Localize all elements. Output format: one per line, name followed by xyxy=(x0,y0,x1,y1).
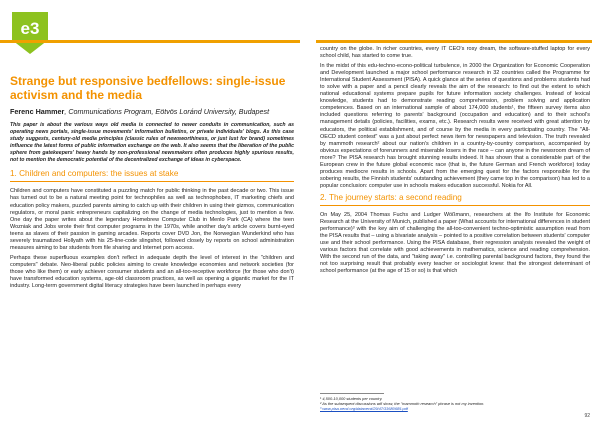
header-accent-bar xyxy=(0,40,300,43)
section-2-heading: 2. The journey starts: a second reading xyxy=(320,193,590,206)
footnotes xyxy=(320,393,590,411)
page-number: 92 xyxy=(584,413,590,419)
svg-text:e3: e3 xyxy=(20,19,40,38)
right-content xyxy=(320,46,590,278)
abstract: This paper is about the various ways old media is connected to newer conduits in communication, such as operating news portals, single-issue movements' information bulletins, or private individuals' blogs. As this case study suggests, century-old media principles (classic rules of newsworthiness, or just lust for brand) sometimes influence the latest forms of public information exchange on the web. It also seems that the liberation of the public sphere from gatekeepers' heavy hands by non-professional newsmakers often produces highly spurious results, not to mention the democratic potential of the decentralized exchange of ideas in cyberspace. xyxy=(10,122,294,163)
author-name: Ferenc Hammer xyxy=(10,107,65,116)
body-paragraph: On May 25, 2004 Thomas Fuchs and Ludger Wößmann, researchers at the Ifo Institute for Economic Research at the University of Munich, published a paper (What accounts for international differences in student performance)³ with the key aim of challenging the all-too-convenient techno-optimistic assumption read from the PISA results that – using a bivariate analysis – pointed to a positive correlation between students' computer use and their school performance. Using the PISA database, their regression analysis revealed the weight of various factors that correlate with good achievements in mathematics, science and reading comprehension. With the second run of the data, and "taking away" i.e. controlling parental background factors, they found the not too surprising result that probably every teacher or sociologist knew: that the strongest determinant of school performance (at the age of 15 or so) is that which xyxy=(320,211,590,275)
footnote-link[interactable]: ³ www.pisa.oecd.org/dataoecd/29/47/33680685.pdf xyxy=(320,405,408,411)
eastbound-logo xyxy=(8,10,52,56)
section-1-heading: 1. Children and computers: the issues at stake xyxy=(10,169,294,182)
eastbound-logo-icon xyxy=(8,10,52,56)
footnote: ¹ 4,500-10,000 students per country. xyxy=(320,395,383,401)
footnote-link-row xyxy=(320,406,590,411)
right-page xyxy=(300,0,600,424)
left-content xyxy=(10,75,294,293)
footnote-divider xyxy=(320,393,384,394)
body-paragraph: Children and computers have constituted a puzzling match for public thinking in the past decade or two. This issue has turned out to be a natural meeting point for technophiles as well as technophobes, IT marketing chiefs and education policy makers, puzzled parents aiming to catch up with their children in using their gizmos, communication regulators, or moral panic entrepreneurs capitalizing on the change of media technologies, just to mention a few. One day the paper writes about the legendary Homebrew Computer Club in Menlo Park (CA) where the teen Wozniak and Jobs wrote their first computer programs in the 1970s, while another day's article covers burnt-eyed teens as slaves of their passion in gaming arcades. Reports cover DVD Jon, the Norwegian Wunderkind who has severely traumatized Hollyath with his 25-line-code slingshot, followed closely by reports on school administration measures aiming to bar students from file sharing and Internet porn access. xyxy=(10,188,294,251)
body-paragraph: Perhaps these superfluous examples don't reflect in adequate depth the level of interest in the "children and computers" debate. Neo-liberal public policies aiming to create knowledge economies and network societies (for those who like them) or early achiever consumer students and an all-too-receptive workforce (for those who don't) have transformed education systems, age-old classroom practices, as well as opening a gigantic market for the IT industry. Long-term government digital literacy strategies have been launched in perhaps every xyxy=(10,254,294,290)
body-paragraph: country on the globe. In richer countries, every IT CEO's rosy dream, the software-stuffed laptop for every school child, has started to come true. xyxy=(320,46,590,60)
footnote: ² As the subsequent discussions will show, the "mammoth research" phrase is not my invention. xyxy=(320,400,485,406)
byline xyxy=(10,107,294,116)
author-affiliation: , Communications Program, Eötvös Loránd University, Budapest xyxy=(64,107,270,116)
header-accent-bar xyxy=(316,40,592,43)
body-paragraph: In the midst of this edu-techno-econo-political turbulence, in 2000 the Organization for Economic Cooperation and Development launched a major school performance research in 32 countries called the Programme for International Student Assessment (PISA). A quick glance at the series of questions and problems students had to solve with a paper and a pencil clearly reveals the aim of the research: to find out the extent to which national educational systems prepare pupils for future information society challenges. Instead of lexical knowledge, students had to demonstrate reading comprehension, problem solving and application competences. Based on an international sample of about 174,000 students¹, the fifteen survey items also included questions referring to parents' background (occupation and education) and to their school's management details (policies, facilities, exams, etc.). Research results were received with great attention by educators, the political establishment, and of course by the media in every participating country. The "All-OECD student contest" was a just about perfect news item for newspapers and television. The truth revealed by mammoth research² about our nation's children in a country-by-country comparison, accompanied by obvious expectations of forerunners and miserable losers in the race – can anyone in the newsroom dream of more? The PISA research has brought stunning results indeed. It has shown that a considerable part of the European crew in the future global economic race (that is, the future German and French workforce) today produces mediocre results in schools. Apart from the emerging quest for the factors responsible for the sobering results, the Finnish students' outstanding achievement (they came top in the comparison) has led to a popular conclusion: computer use in schools makes education successful. Nokia for All. xyxy=(320,63,590,189)
article-title: Strange but responsive bedfellows: single-issue activism and the media xyxy=(10,74,286,102)
